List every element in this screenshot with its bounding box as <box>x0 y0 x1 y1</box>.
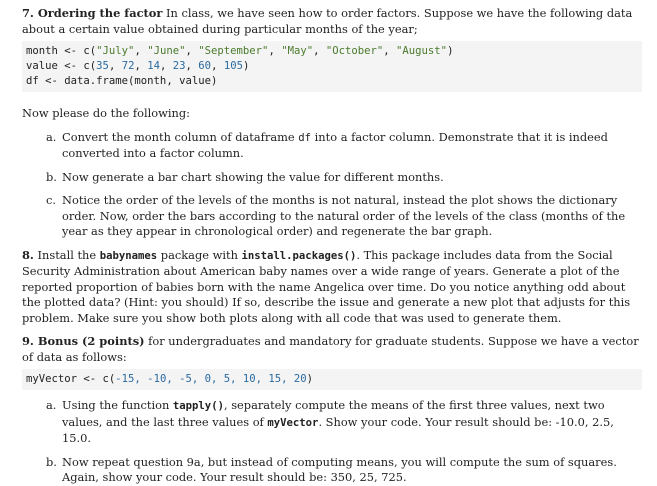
q7-code-block: month <- c("July", "June", "September", "May", "October", "August") value <- c(35, 72, 14, 23, 60, 105) df <- data.frame(month, value) <box>22 41 642 92</box>
document-page <box>22 6 642 486</box>
q7-item-c: c. Notice the order of the levels of the months is not natural, instead the plot shows the dictionary order. Now, order the bars according to the natural order of the levels of the class (months of the year as they appear in chronological order) and regenerate the bar graph. <box>46 193 626 238</box>
q7-heading: 7. Ordering the factor <box>22 6 163 20</box>
q9-item-b: b. Now repeat question 9a, but instead of computing means, you will compute the sum of squares. Again, show your code. Your result should be: 350, 25, 725. <box>46 454 617 484</box>
q9-intro: 9. Bonus (2 points) for undergraduates and mandatory for graduate students. Suppose we have a vector of data as follows: <box>22 334 639 364</box>
q7-item-a: a. Convert the month column of dataframe df into a factor column. Demonstrate that it is indeed converted into a factor column. <box>46 129 608 160</box>
q9-code-block: myVector <- c(-15, -10, -5, 0, 5, 10, 15, 20) <box>22 369 642 390</box>
q7-intro: 7. Ordering the factor In class, we have seen how to order factors. Suppose we have the following data about a certain value obtained during particular months of the year; <box>22 6 633 36</box>
q8-paragraph: 8. Install the babynames package with install.packages(). This package includes data from the Social Security Administration about American baby names over a wide range of years. Generate a plot of the reported proportion of babies born with the name Angelica over time. Do you notice anything odd about the plotted data? (Hint: you should) If so, describe the issue and generate a new plot that adjusts for this problem. Make sure you show both plots along with all code that was used to generate them. <box>22 247 631 325</box>
q9-subquestions <box>22 398 642 486</box>
q9-item-a: a. Using the function tapply(), separately compute the means of the first three values, next two values, and the last three values of myVector. Show your code. Your result should be: -10.0, 2.5, 15.0. <box>46 398 614 445</box>
q7-follow: Now please do the following: <box>22 106 190 120</box>
q7-subquestions <box>22 130 642 240</box>
q7-item-b: b. Now generate a bar chart showing the value for different months. <box>46 169 444 184</box>
q9-heading: 9. Bonus (2 points) <box>22 334 145 348</box>
